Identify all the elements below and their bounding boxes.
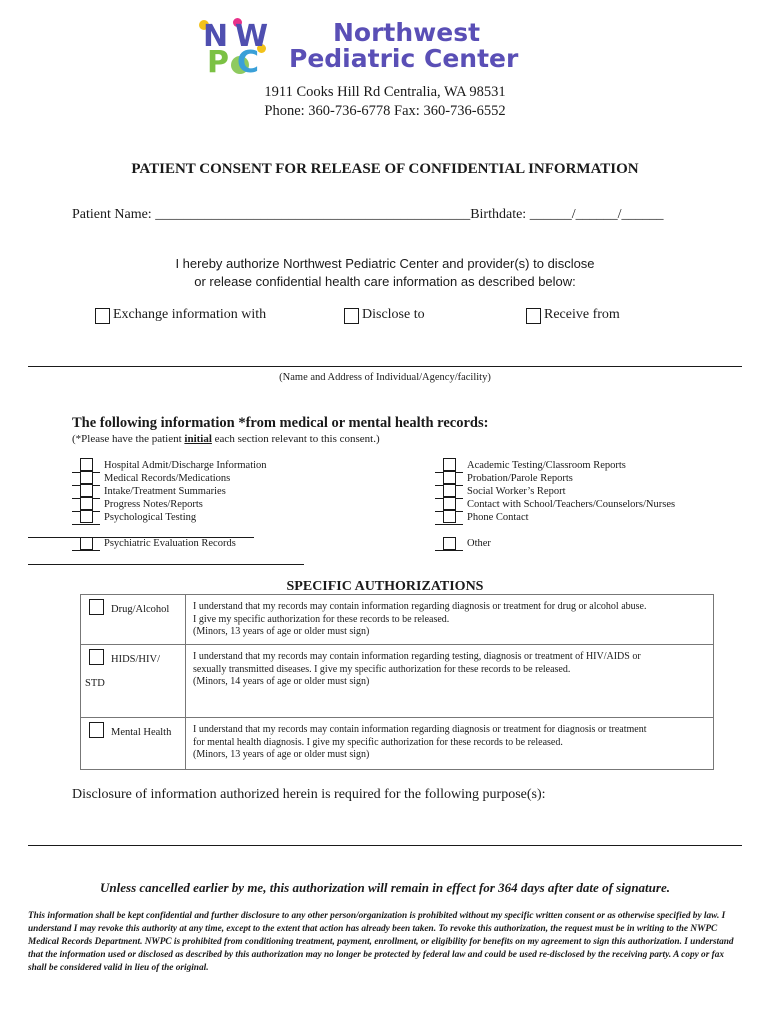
record-item: Contact with School/Teachers/Counselors/Nurses xyxy=(467,499,676,510)
table-row xyxy=(81,718,714,770)
birthdate-label: Birthdate: xyxy=(470,207,530,222)
other-records-line[interactable] xyxy=(28,564,304,565)
record-item: Psychological Testing xyxy=(104,512,197,523)
record-checkbox[interactable] xyxy=(80,497,93,510)
disclose-checkbox[interactable] xyxy=(344,308,359,324)
receive-label: Receive from xyxy=(544,307,620,322)
nwpc-logo xyxy=(197,18,567,78)
drug-alcohol-checkbox[interactable] xyxy=(89,599,104,615)
record-checkbox[interactable] xyxy=(443,497,456,510)
nwpc-logo-mark: N W P C xyxy=(197,18,275,76)
record-item: Hospital Admit/Discharge Information xyxy=(104,460,267,471)
mental-health-checkbox[interactable] xyxy=(89,722,104,738)
records-heading: The following information *from medical or mental health records: xyxy=(72,415,489,431)
record-item: Academic Testing/Classroom Reports xyxy=(467,460,626,471)
record-checkbox[interactable] xyxy=(80,471,93,484)
record-checkbox[interactable] xyxy=(80,458,93,471)
record-item: Phone Contact xyxy=(467,512,529,523)
disclose-label: Disclose to xyxy=(362,307,425,322)
fine-print: This information shall be kept confidential and further disclosure to any other person/organization is prohibited without my specific written consent or as otherwise specified by law. I understand I may revoke this authority at any time, except to the extent that action has already been taken. To revoke this authorization, the request must be in writing to the NWPC Medical Records Department. NWPC is prohibited from conditioning treatment, payment, enrollment, or eligibility for benefits on my agreement to sign this authorization. I understand that the information used or disclosed as described by this authorization may no longer be protected by federal law and could be used re-disclosed by the receiving party. A copy or fax shall be considered valid in lieu of the original. xyxy=(28,911,734,974)
table-row xyxy=(81,595,714,645)
org-name: Northwest Pediatric Center xyxy=(289,18,519,73)
record-checkbox[interactable] xyxy=(80,510,93,523)
purpose-label: Disclosure of information authorized herein is required for the following purpose(s): xyxy=(72,787,546,802)
hiv-std-checkbox[interactable] xyxy=(89,649,104,665)
record-checkbox[interactable] xyxy=(443,484,456,497)
auth-label: Drug/Alcohol xyxy=(111,604,170,615)
record-checkbox[interactable] xyxy=(443,458,456,471)
records-instruction: (*Please have the patient initial each section relevant to this consent.) xyxy=(72,433,380,445)
authorization-statement: I hereby authorize Northwest Pediatric Center and provider(s) to disclose or release confidential health care information as described below: xyxy=(175,256,595,289)
record-item: Social Worker’s Report xyxy=(467,486,566,497)
specific-authorizations-table xyxy=(80,594,714,770)
auth-label: HIDS/HIV/ xyxy=(111,654,160,665)
auth-label: STD xyxy=(85,678,105,689)
record-item: Probation/Parole Reports xyxy=(467,473,573,484)
phone-fax: Phone: 360-736-6778 Fax: 360-736-6552 xyxy=(264,103,506,119)
record-item: Progress Notes/Reports xyxy=(104,499,203,510)
auth-label: Mental Health xyxy=(111,727,172,738)
purpose-line[interactable] xyxy=(28,845,742,846)
receive-checkbox[interactable] xyxy=(526,308,541,324)
patient-name-field[interactable]: _____________________________________________ xyxy=(155,207,471,222)
auth-text: I understand that my records may contain information regarding diagnosis or treatment for diagnosis or treatment for mental health diagnosis. I give my specific authorization for these records to be released. (Minors, 13 years of age or older must sign) xyxy=(186,718,714,770)
record-checkbox[interactable] xyxy=(443,471,456,484)
record-checkbox[interactable] xyxy=(80,484,93,497)
validity-statement: Unless cancelled earlier by me, this authorization will remain in effect for 364 days after date of signature. xyxy=(100,880,670,895)
auth-text: I understand that my records may contain information regarding diagnosis or treatment for drug or alcohol abuse. I give my specific authorization for these records to be released. (Minors, 13 years of age or older must sign) xyxy=(186,595,714,645)
patient-name-row xyxy=(72,207,663,223)
record-checkbox[interactable] xyxy=(80,537,93,550)
birthdate-field[interactable]: ______/______/______ xyxy=(529,207,664,222)
record-checkbox[interactable] xyxy=(443,510,456,523)
exchange-label: Exchange information with xyxy=(113,307,267,322)
record-item: Intake/Treatment Summaries xyxy=(104,486,226,497)
record-item: Other xyxy=(467,538,491,549)
patient-name-label: Patient Name: xyxy=(72,207,156,222)
recipient-line[interactable] xyxy=(28,366,742,367)
record-item: Psychiatric Evaluation Records xyxy=(104,538,236,549)
record-checkbox[interactable] xyxy=(443,537,456,550)
auth-text: I understand that my records may contain information regarding testing, diagnosis or treatment of HIV/AIDS or sexually transmitted diseases. I give my specific authorization for these records to be released. (Minors, 14 years of age or older must sign) xyxy=(186,645,714,718)
form-title: PATIENT CONSENT FOR RELEASE OF CONFIDENTIAL INFORMATION xyxy=(131,161,639,177)
specific-heading: SPECIFIC AUTHORIZATIONS xyxy=(286,579,484,594)
record-item: Medical Records/Medications xyxy=(104,473,231,484)
recipient-caption: (Name and Address of Individual/Agency/facility) xyxy=(279,372,491,383)
address: 1911 Cooks Hill Rd Centralia, WA 98531 xyxy=(264,84,506,100)
exchange-checkbox[interactable] xyxy=(95,308,110,324)
table-row xyxy=(81,645,714,718)
